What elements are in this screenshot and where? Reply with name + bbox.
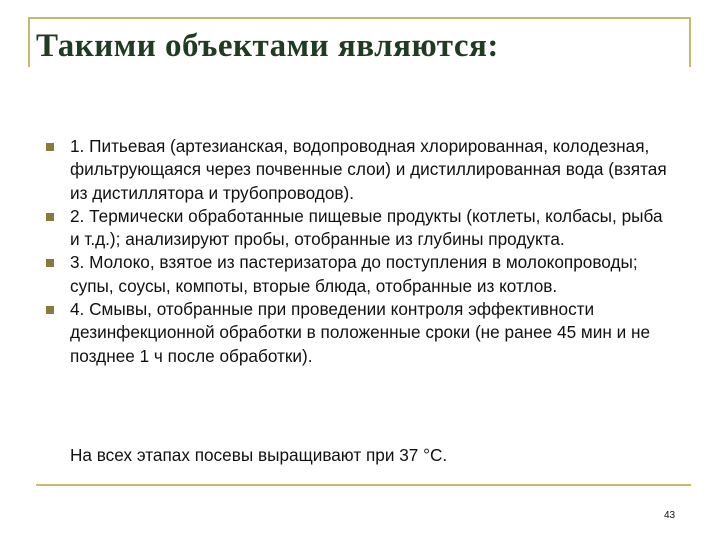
bullet-item — [46, 135, 676, 205]
bullet-text: 2. Термически обработанные пищевые продукты (котлеты, колбасы, рыба и т.д.); анализируют пробы, отобранные из глубины продукта. — [70, 205, 663, 250]
bullet-item — [46, 298, 676, 368]
footer-rule — [36, 484, 691, 486]
square-bullet-icon — [46, 213, 54, 221]
bullet-text: 4. Смывы, отобранные при проведении контроля эффективности дезинфекционной обработки в положенные сроки (не ранее 45 мин и не позднее 1 ч после обработки). — [70, 299, 651, 366]
frame-right-line — [689, 17, 691, 67]
square-bullet-icon — [46, 143, 54, 151]
frame-left-line — [28, 17, 30, 67]
bullet-text: 3. Молоко, взятое из пастеризатора до поступления в молокопроводы; супы, соусы, компоты, вторые блюда, отобранные из котлов. — [70, 252, 638, 296]
square-bullet-icon — [46, 306, 54, 314]
frame-top-line — [28, 17, 691, 19]
bullet-list — [46, 135, 676, 368]
bullet-text: 1. Питьевая (артезианская, водопроводная хлорированная, колодезная, фильтрующаяся через почвенные слои) и дистиллированная вода (взятая из дистиллятора и трубопроводов). — [70, 136, 667, 203]
square-bullet-icon — [46, 259, 54, 267]
bullet-item — [46, 251, 676, 298]
bullet-item — [46, 205, 676, 252]
page-number: 43 — [664, 510, 676, 521]
slide-title: Такими объектами являются: — [36, 28, 499, 64]
closing-text: На всех этапах посевы выращивают при 37 °С. — [70, 445, 448, 465]
